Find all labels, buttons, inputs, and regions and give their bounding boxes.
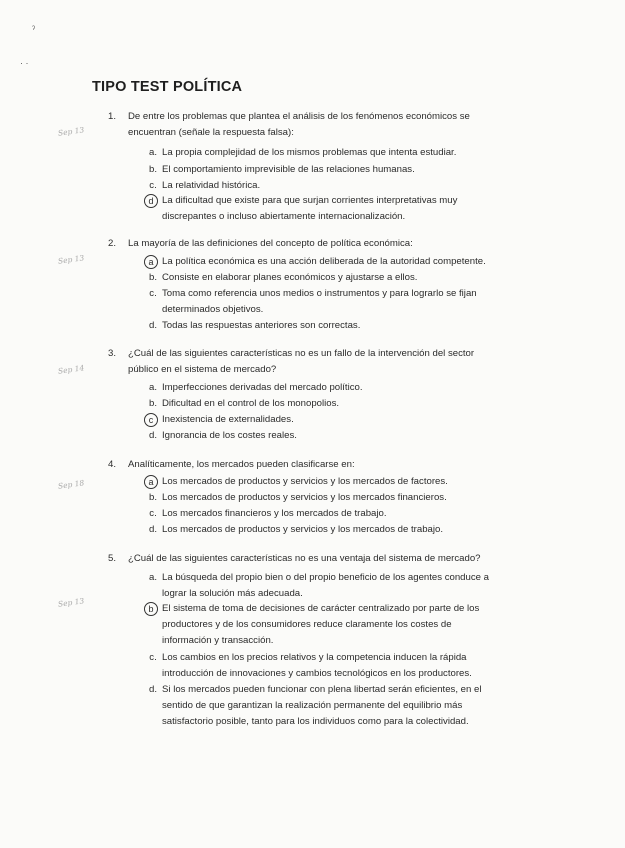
option-text-line: Inexistencia de externalidades. (162, 414, 294, 425)
question-stem-line: encuentran (señale la respuesta falsa): (128, 127, 294, 138)
option-text-line: Si los mercados pueden funcionar con plena libertad serán eficientes, en el (162, 684, 482, 695)
question-number: 4. (108, 459, 117, 470)
option-letter: b. (148, 398, 157, 409)
circled-option-letter: d (144, 194, 158, 208)
circled-option-letter: a (144, 475, 158, 489)
circled-option-letter: c (144, 413, 158, 427)
question-stem-line: La mayoría de las definiciones del concepto de política económica: (128, 238, 413, 249)
option-text-line: Todas las respuestas anteriores son correctas. (162, 320, 361, 331)
option-text-line: El sistema de toma de decisiones de carácter centralizado por parte de los (162, 603, 480, 614)
question-stem-line: ¿Cuál de las siguientes características no es un fallo de la intervención del sector (128, 348, 475, 359)
scan-speck: ˀ (32, 24, 36, 34)
option-text-line: determinados objetivos. (162, 304, 264, 315)
option-letter: c. (149, 180, 157, 191)
question-number: 5. (108, 553, 117, 564)
option-text-line: El comportamiento imprevisible de las relaciones humanas. (162, 164, 415, 175)
question-stem-line: ¿Cuál de las siguientes características no es una ventaja del sistema de mercado? (128, 553, 481, 564)
option-text-line: lograr la solución más adecuada. (162, 588, 303, 599)
option-text-line: satisfactorio posible, tanto para los individuos como para la colectividad. (162, 716, 469, 727)
option-text-line: La política económica es una acción deliberada de la autoridad competente. (162, 256, 486, 267)
option-letter: c. (149, 288, 157, 299)
option-text-line: La dificultad que existe para que surjan corrientes interpretativas muy (162, 195, 458, 206)
option-letter: b. (148, 272, 157, 283)
option-letter: b. (148, 492, 157, 503)
option-text-line: Ignorancia de los costes reales. (162, 430, 297, 441)
scan-speck: · · (20, 58, 29, 68)
option-text-line: La propia complejidad de los mismos problemas que intenta estudiar. (162, 147, 457, 158)
circled-option-letter: a (144, 255, 158, 269)
option-letter: a. (148, 572, 157, 583)
option-text-line: La búsqueda del propio bien o del propio beneficio de los agentes conduce a (162, 572, 489, 583)
question-stem-line: público en el sistema de mercado? (128, 364, 277, 375)
option-text-line: Los mercados de productos y servicios y los mercados de trabajo. (162, 524, 444, 535)
question-stem-line: Analíticamente, los mercados pueden clasificarse en: (128, 459, 355, 470)
option-letter: b. (148, 164, 157, 175)
option-text-line: productores y de los consumidores reduce claramente los costes de (162, 619, 452, 630)
option-letter: d. (148, 430, 157, 441)
option-text-line: sentido de que garantizan la realización permanente del equilibrio más (162, 700, 463, 711)
option-text-line: Los mercados de productos y servicios y los mercados de factores. (162, 476, 448, 487)
question-number: 3. (108, 348, 117, 359)
option-text-line: Los cambios en los precios relativos y la competencia inducen la rápida (162, 652, 467, 663)
option-text-line: discrepantes o incluso abiertamente internacionalización. (162, 211, 406, 222)
option-letter: c. (149, 508, 157, 519)
option-letter: c. (149, 652, 157, 663)
option-letter: d. (148, 320, 157, 331)
margin-handwritten-note: Sep 13 (57, 596, 85, 609)
option-text-line: Los mercados financieros y los mercados de trabajo. (162, 508, 387, 519)
option-letter: a. (148, 382, 157, 393)
option-text-line: introducción de innovaciones y cambios tecnológicos en los productores. (162, 668, 472, 679)
option-text-line: Toma como referencia unos medios o instrumentos y para lograrlo se fijan (162, 288, 477, 299)
option-text-line: Dificultad en el control de los monopolios. (162, 398, 340, 409)
margin-handwritten-note: Sep 13 (57, 125, 85, 138)
margin-handwritten-note: Sep 18 (57, 478, 85, 491)
option-text-line: Imperfecciones derivadas del mercado político. (162, 382, 363, 393)
option-letter: d. (148, 524, 157, 535)
option-text-line: Consiste en elaborar planes económicos y ajustarse a ellos. (162, 272, 418, 283)
option-text-line: Los mercados de productos y servicios y los mercados financieros. (162, 492, 447, 503)
question-number: 2. (108, 238, 117, 249)
question-number: 1. (108, 111, 117, 122)
question-stem-line: De entre los problemas que plantea el análisis de los fenómenos económicos se (128, 111, 470, 122)
option-text-line: información y transacción. (162, 635, 274, 646)
margin-handwritten-note: Sep 14 (57, 363, 85, 376)
document-title: TIPO TEST POLÍTICA (92, 79, 243, 95)
option-text-line: La relatividad histórica. (162, 180, 261, 191)
option-letter: d. (148, 684, 157, 695)
margin-handwritten-note: Sep 13 (57, 253, 85, 266)
option-letter: a. (148, 147, 157, 158)
circled-option-letter: b (144, 602, 158, 616)
